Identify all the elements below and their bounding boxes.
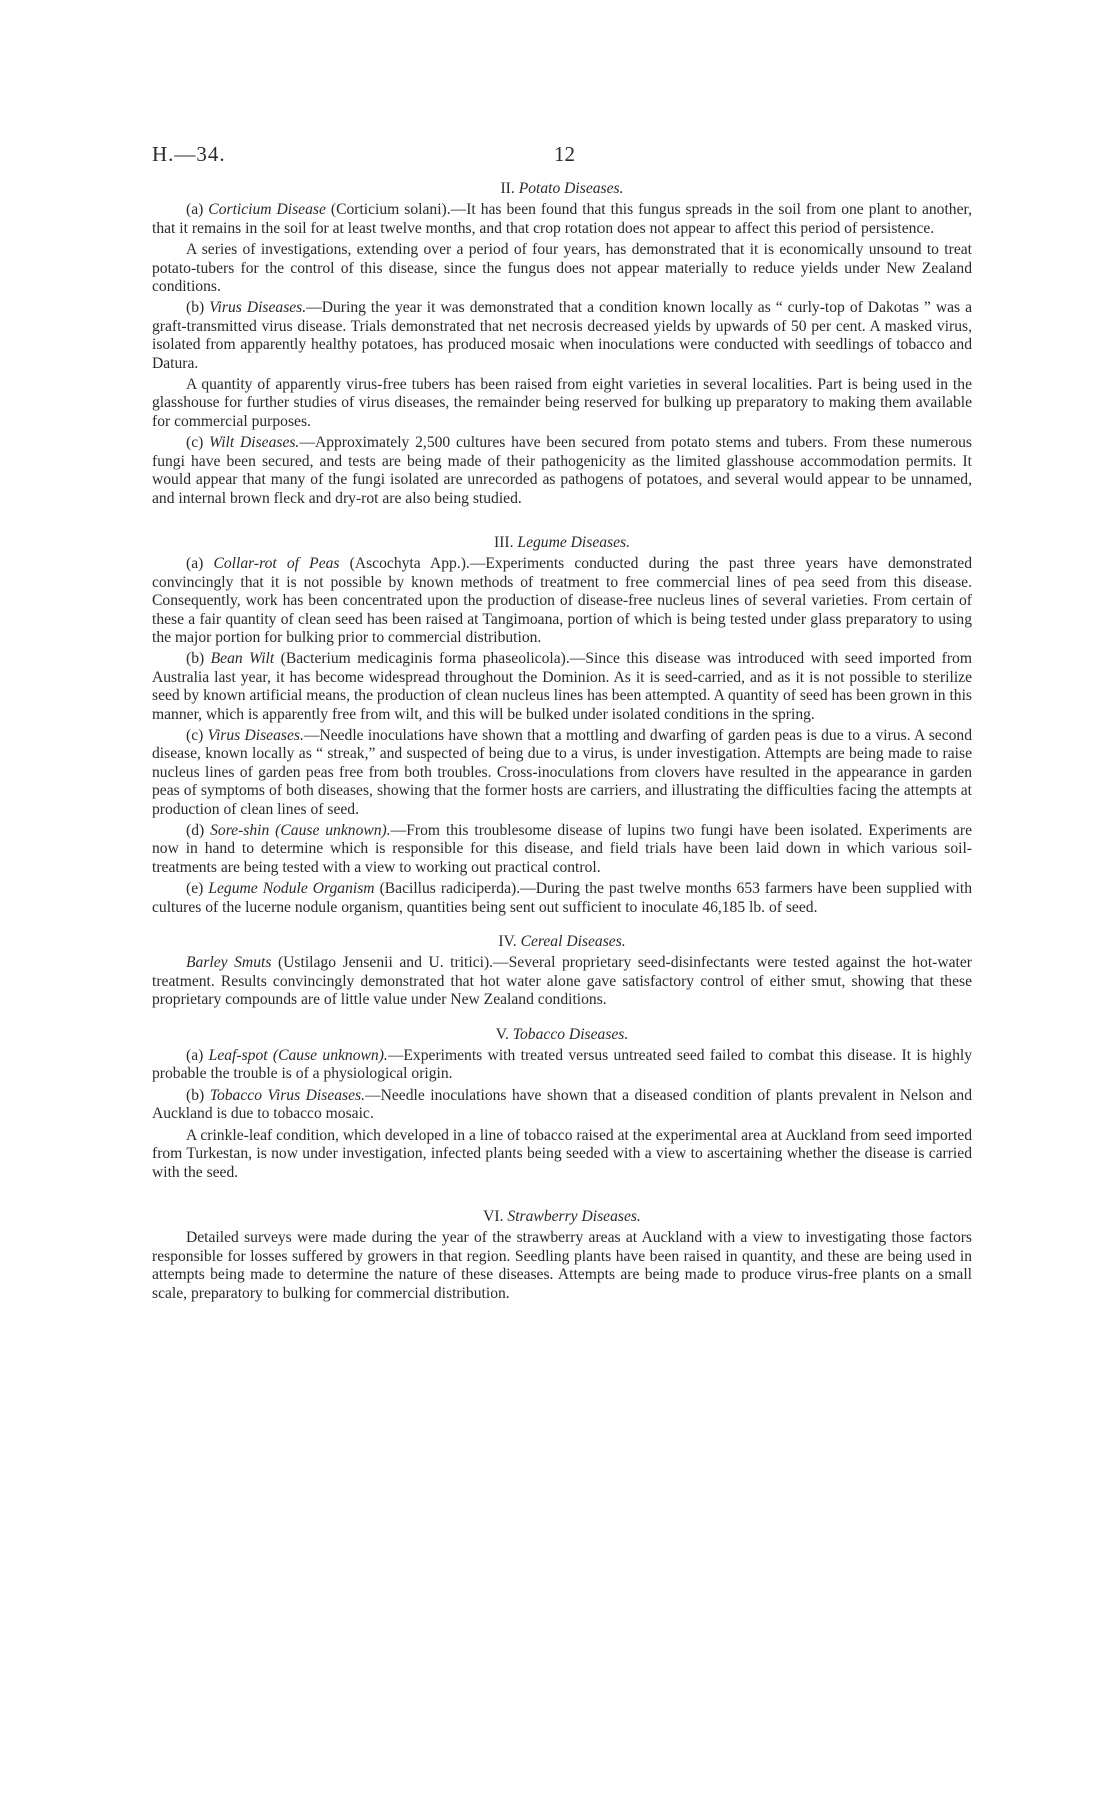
paragraph: (b) Virus Diseases.—During the year it was demonstrated that a condition known locally as “ curly-top of Dakotas ” was a graft-transmitted virus disease. Trials demonstrated that net necrosis decreased yields by upwards of 50 per cent. A masked virus, isolated from apparently healthy potatoes, has produced mosaic when inoculations were conducted with seedlings of tobacco and Datura. xyxy=(152,299,972,372)
paragraph: (c) Virus Diseases.—Needle inoculations have shown that a mottling and dwarfing of garden peas is due to a virus. A second disease, known locally as “ streak,” and suspected of being due to a virus, is under investigation. Attempts are being made to raise nucleus lines of garden peas free from both troubles. Cross-inoculations from clovers have resulted in the appearance in garden peas of symptoms of both diseases, showing that the former hosts are carriers, and illustrating the difficulties facing the attempts at production of clean lines of seed. xyxy=(152,726,973,818)
page-number: 12 xyxy=(554,142,575,166)
section-number: VI. xyxy=(483,1207,504,1225)
paragraph: (d) Sore-shin (Cause unknown).—From this troublesome disease of lupins two fungi have been isolated. Experiments are now in hand to determine which is responsible for this disease, and field trials have been laid down in which various soil-treatments are being tested with a view to working out practical control. xyxy=(152,822,972,876)
section-heading xyxy=(152,933,972,951)
document-body xyxy=(152,180,972,1306)
section-title: Cereal Diseases. xyxy=(520,933,626,951)
section-title: Tobacco Diseases. xyxy=(512,1025,629,1043)
section-number: IV. xyxy=(498,933,517,951)
document-reference: H.—34. xyxy=(152,142,226,166)
paragraph: Detailed surveys were made during the year of the strawberry areas at Auckland with a view to investigating those factors responsible for losses suffered by growers in that region. Seedling plants have been raised in quantity, and these are being used in attempts being made to determine the nature of these diseases. Attempts are being made to produce virus-free plants on a small scale, preparatory to bulking for commercial distribution. xyxy=(152,1229,972,1302)
paragraph: (b) Bean Wilt (Bacterium medicaginis forma phaseolicola).—Since this disease was introduced with seed imported from Australia last year, it has become widespread throughout the Dominion. As it is seed-carried, and as it is not possible to sterilize seed by known artificial means, the production of clean nucleus lines has been attempted. A quantity of seed has been grown in this manner, which is apparently free from wilt, and this will be bulked under isolated conditions in the spring. xyxy=(152,650,972,723)
section-number: III. xyxy=(494,533,514,551)
paragraph: (a) Leaf-spot (Cause unknown).—Experiments with treated versus untreated seed failed to combat this disease. It is highly probable the trouble is of a physiological origin. xyxy=(152,1047,972,1083)
paragraph: (a) Collar-rot of Peas (Ascochyta App.).—Experiments conducted during the past three years have demonstrated convincingly that it is not possible by known methods of treatment to free commercial lines of pea seed from this disease. Consequently, work has been concentrated upon the production of disease-free nucleus lines of several varieties. From certain of these a fair quantity of clean seed has been raised at Tangimoana, portion of which is being tested under glass preparatory to using the major portion for bulking prior to commercial distribution. xyxy=(152,555,972,646)
section-heading xyxy=(152,180,972,198)
paragraph: Barley Smuts (Ustilago Jensenii and U. tritici).—Several proprietary seed-disinfectants were tested against the hot-water treatment. Results convincingly demonstrated that hot water alone gave satisfactory control of either smut, showing that these proprietary compounds are of little value under New Zealand conditions. xyxy=(152,954,972,1009)
paragraph: (e) Legume Nodule Organism (Bacillus radiciperda).—During the past twelve months 653 farmers have been supplied with cultures of the lucerne nodule organism, quantities being sent out sufficient to inoculate 46,185 lb. of seed. xyxy=(152,880,972,916)
paragraph: (b) Tobacco Virus Diseases.—Needle inoculations have shown that a diseased condition of plants prevalent in Nelson and Auckland is due to tobacco mosaic. xyxy=(152,1086,972,1123)
running-header xyxy=(152,142,972,170)
paragraph: A crinkle-leaf condition, which developed in a line of tobacco raised at the experimental area at Auckland from seed imported from Turkestan, is now under investigation, infected plants being seeded with a view to ascertaining whether the disease is carried with the seed. xyxy=(152,1126,972,1181)
paragraph: A series of investigations, extending over a period of four years, has demonstrated that it is economically unsound to treat potato-tubers for the control of this disease, since the fungus does not appear materially to reduce yields under New Zealand conditions. xyxy=(152,241,972,296)
paragraph: (c) Wilt Diseases.—Approximately 2,500 cultures have been secured from potato stems and tubers. From these numerous fungi have been secured, and tests are being made of their pathogenicity as the limited glasshouse accommodation permits. It would appear that many of the fungi isolated are unrecorded as pathogens of potatoes, and several would appear to be unnamed, and internal brown fleck and dry-rot are also being studied. xyxy=(152,434,972,507)
section-title: Potato Diseases. xyxy=(518,180,624,197)
paragraph: A quantity of apparently virus-free tubers has been raised from eight varieties in several localities. Part is being used in the glasshouse for further studies of virus diseases, the remainder being reserved for bulking up preparatory to making them available for commercial purposes. xyxy=(152,376,972,430)
section-number: II. xyxy=(500,180,515,197)
paragraph: (a) Corticium Disease (Corticium solani).—It has been found that this fungus spreads in the soil from one plant to another, that it remains in the soil for at least twelve months, and that crop rotation does not appear to affect this period of persistence. xyxy=(152,201,972,237)
section-number: V. xyxy=(495,1025,509,1043)
section-heading xyxy=(152,1208,972,1226)
section-heading xyxy=(152,1026,972,1044)
section-title: Legume Diseases. xyxy=(517,533,630,551)
section-title: Strawberry Diseases. xyxy=(507,1207,641,1225)
section-heading xyxy=(152,534,972,552)
